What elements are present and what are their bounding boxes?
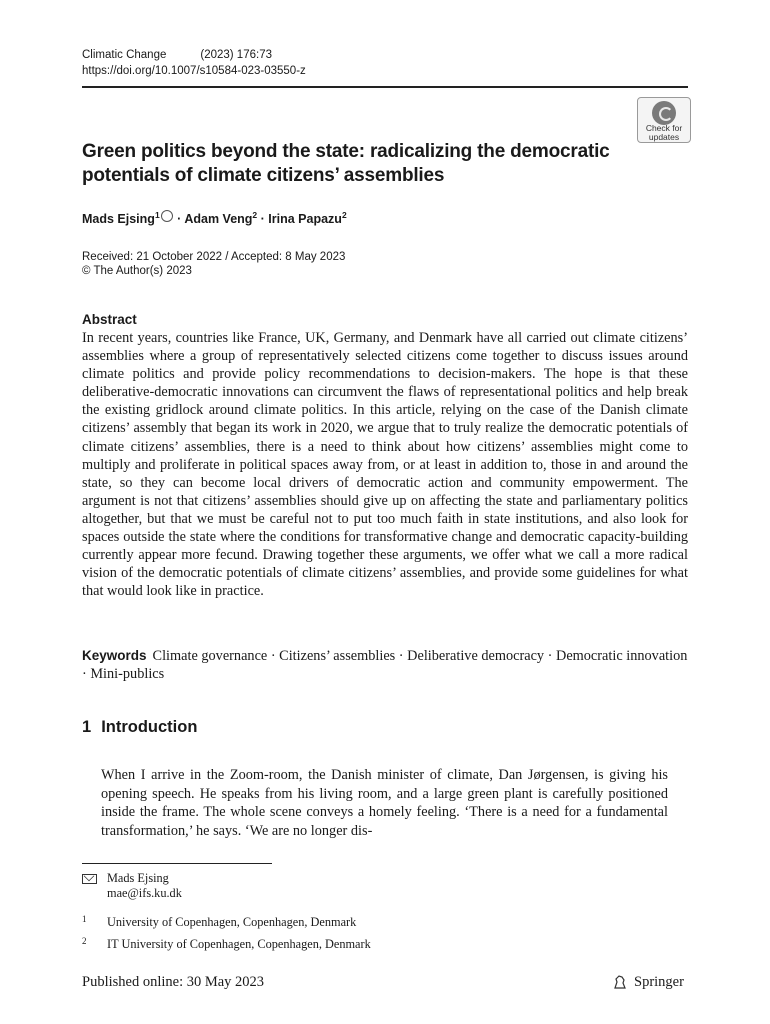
springer-horse-icon <box>612 974 628 990</box>
section-number: 1 <box>82 718 92 736</box>
affiliation-number: 1 <box>82 914 87 924</box>
volume-info: (2023) 176:73 <box>200 49 272 61</box>
crossmark-icon <box>652 101 676 125</box>
author-affiliation: 1 <box>154 210 160 220</box>
introduction-text: When I arrive in the Zoom-room, the Danish minister of climate, Dan Jørgensen, is giving his opening speech. He speaks from his living room, and a large green plant is carefully positioned inside the frame. The whole scene conveys a homely feeling. ‘There is a need for a fundamental transformation,’ he says. ‘We are no longer dis- <box>101 767 668 839</box>
journal-name: Climatic Change <box>82 49 167 61</box>
crossmark-label-2: updates <box>648 131 680 142</box>
abstract-heading: Abstract <box>82 312 137 327</box>
section-heading <box>82 718 197 737</box>
author-separator: · <box>177 212 182 227</box>
footnote-divider <box>82 863 272 864</box>
contact-name: Mads Ejsing <box>107 871 169 885</box>
published-date: Published online: 30 May 2023 <box>82 974 265 990</box>
check-for-updates-button[interactable] <box>637 97 691 143</box>
author-name[interactable]: Irina Papazu <box>268 212 342 227</box>
publisher-name: Springer <box>634 974 684 990</box>
title-line-1: Green politics beyond the state: radicalizing the democratic <box>82 141 610 162</box>
paper-title <box>82 140 642 188</box>
author-affiliation: 2 <box>341 210 347 220</box>
section-title: Introduction <box>101 718 198 736</box>
crossmark-label-1: Check for <box>645 123 683 133</box>
affiliation: IT University of Copenhagen, Copenhagen, Denmark <box>107 937 371 951</box>
copyright-notice: © The Author(s) 2023 <box>82 265 192 277</box>
author-list <box>82 210 347 226</box>
author-affiliation: 2 <box>252 210 258 220</box>
affiliation: University of Copenhagen, Copenhagen, Denmark <box>107 915 357 929</box>
keywords <box>82 647 688 683</box>
received-accepted-dates: Received: 21 October 2022 / Accepted: 8 May 2023 <box>82 251 346 263</box>
header-divider <box>82 86 688 88</box>
author-name[interactable]: Adam Veng <box>184 212 253 227</box>
author-separator: · <box>260 212 265 227</box>
affiliation-number: 2 <box>82 936 87 946</box>
title-line-2: potentials of climate citizens’ assemblies <box>82 165 445 186</box>
keywords-label: Keywords <box>82 648 147 663</box>
orcid-icon[interactable] <box>161 210 173 222</box>
contact-email[interactable]: mae@ifs.ku.dk <box>107 886 182 900</box>
keywords-list: Climate governance · Citizens’ assemblies · Deliberative democracy · Democratic innovation · Mini-publics <box>82 648 688 682</box>
envelope-icon <box>82 874 97 884</box>
doi-link[interactable]: https://doi.org/10.1007/s10584-023-03550-z <box>82 65 306 77</box>
author-name[interactable]: Mads Ejsing <box>82 212 155 227</box>
abstract-text: In recent years, countries like France, UK, Germany, and Denmark have all carried out climate citizens’ assemblies where a group of representatively selected citizens come together to discuss issues around climate politics and provide policy recommendations to decision-makers. The hope is that these deliberative-democratic innovations can circumvent the flaws of representational politics and help break the existing gridlock around climate politics. In this article, relying on the case of the Danish climate citizens’ assembly that began its work in 2020, we argue that to truly realize the democratic potentials of climate citizens’ assemblies, there is a need to think about how citizens’ assemblies might come to multiply and proliferate in political spaces away from, or at least in addition to, those in and around the state, so they can become local drivers of democratic action and community empowerment. The argument is not that citizens’ assemblies should give up on affecting the state and parliamentary politics altogether, but that we must be careful not to put too much faith in state institutions, and also look for spaces outside the state where the conditions for transformative change and democratic capacity-building currently appear more fecund. Drawing together these arguments, we offer what we call a more radical vision of the democratic potentials of climate citizens’ assemblies, and provide some guidelines for what that would look like in practice. <box>82 330 688 600</box>
journal-citation <box>82 49 272 61</box>
